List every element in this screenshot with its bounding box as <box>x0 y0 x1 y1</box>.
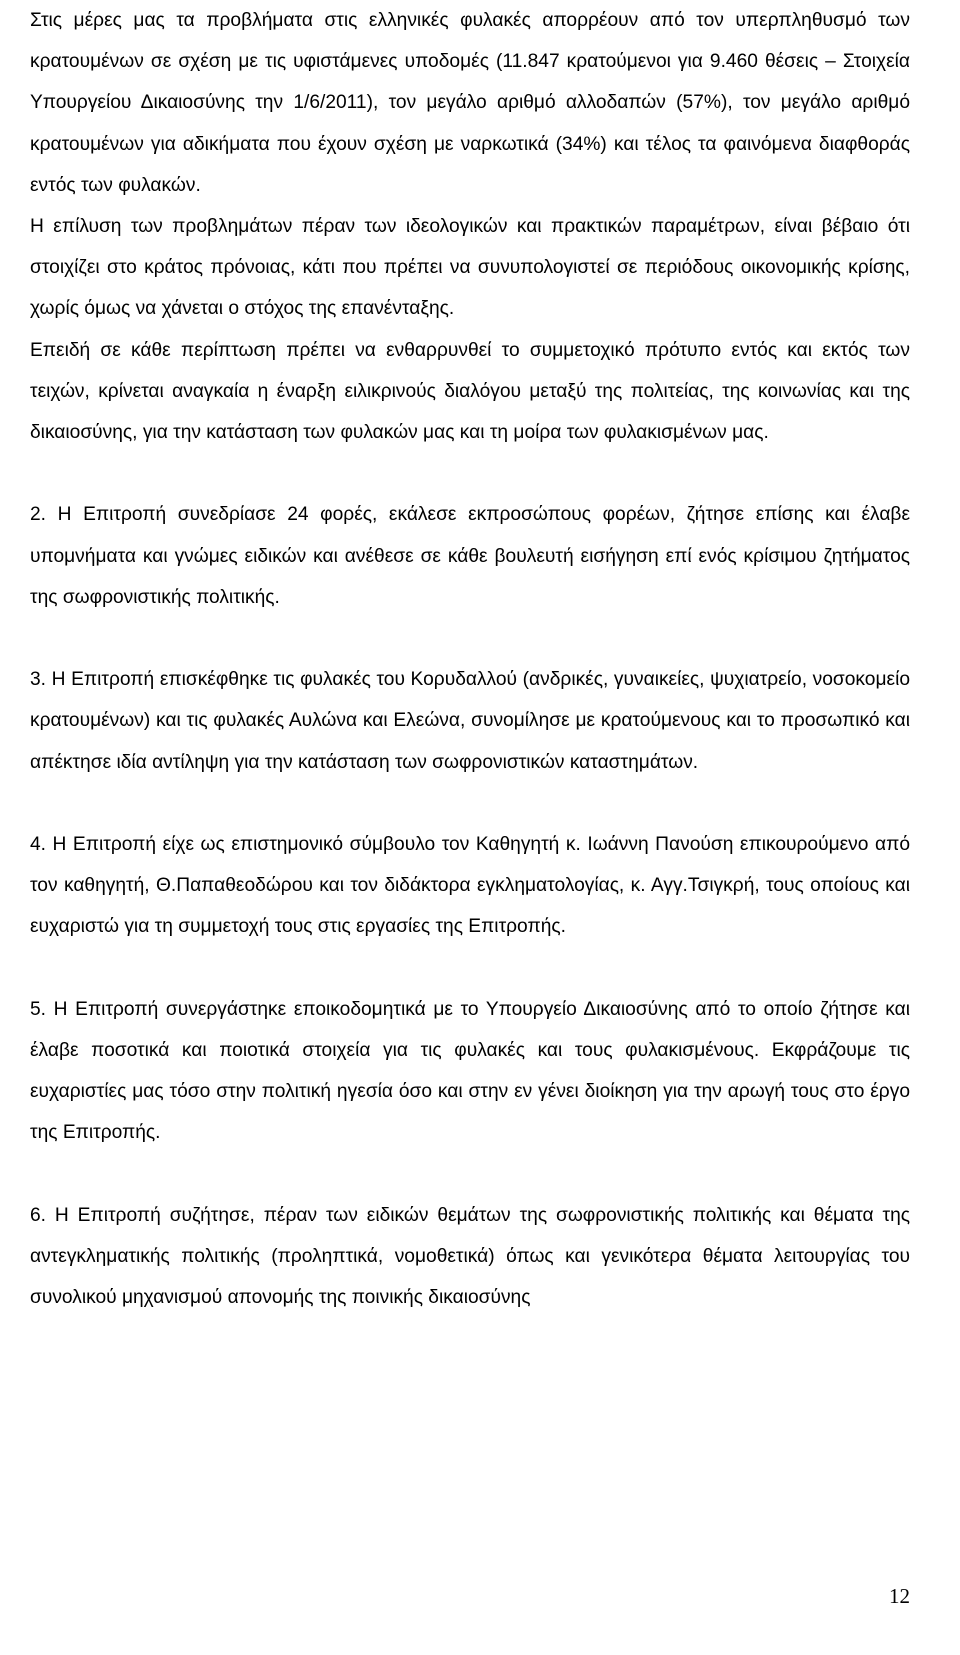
paragraph-resolution-cost: Η επίλυση των προβλημάτων πέραν των ιδεολογικών και πρακτικών παραμέτρων, είναι βέβαιο ότι στοιχίζει στο κράτος πρόνοιας, κάτι που πρέπει να συνυπολογιστεί σε περιόδους οικονομικής κρίσης, χωρίς όμως να χάνεται ο στόχος της επανένταξης. <box>30 216 910 320</box>
paragraph-item-6: 6. Η Επιτροπή συζήτησε, πέραν των ειδικών θεμάτων της σωφρονιστικής πολιτικής και θέματα της αντεγκληματικής πολιτικής (προληπτικά, νομοθετικά) όπως και γενικότερα θέματα λειτουργίας του συνολικού μηχανισμού απονομής της ποινικής δικαιοσύνης <box>30 1204 910 1309</box>
paragraph-prison-problems: Στις μέρες μας τα προβλήματα στις ελληνικές φυλακές απορρέουν από τον υπερπληθυσμό των κρατουμένων σε σχέση με τις υφιστάμενες υποδομές (11.847 κρατούμενοι για 9.460 θέσεις – Στοιχεία Υπουργείου Δικαιοσύνης την 1/6/2011), τον μεγάλο αριθμό αλλοδαπών (57%), τον μεγάλο αριθμό κρατουμένων για αδικήματα που έχουν σχέση με ναρκωτικά (34%) και τέλος τα φαινόμενα διαφθοράς εντός των φυλακών. <box>30 10 910 196</box>
paragraph-spacer <box>30 1154 910 1195</box>
document-page <box>30 0 910 1318</box>
paragraph-item-4: 4. Η Επιτροπή είχε ως επιστημονικό σύμβουλο τον Καθηγητή κ. Ιωάννη Πανούση επικουρούμενο από τον καθηγητή, Θ.Παπαθεοδώρου και τον διδάκτορα εγκληματολογίας, κ. Αγγ.Τσιγκρή, τους οποίους και ευχαριστώ για τη συμμετοχή τους στις εργασίες της Επιτροπής. <box>30 834 910 938</box>
paragraph-spacer <box>30 618 910 659</box>
paragraph-spacer <box>30 948 910 989</box>
paragraph-item-5: 5. Η Επιτροπή συνεργάστηκε εποικοδομητικά με το Υπουργείο Δικαιοσύνης από το οποίο ζήτησε και έλαβε ποσοτικά και ποιοτικά στοιχεία για τις φυλακές και τους φυλακισμένους. Εκφράζουμε τις ευχαριστίες μας τόσο στην πολιτική ηγεσία όσο και στην εν γένει διοίκηση για την αρωγή τους στο έργο της Επιτροπής. <box>30 998 910 1144</box>
paragraph-item-2: 2. Η Επιτροπή συνεδρίασε 24 φορές, εκάλεσε εκπροσώπους φορέων, ζήτησε επίσης και έλαβε υπομνήματα και γνώμες ειδικών και ανέθεσε σε κάθε βουλευτή εισήγηση επί ενός κρίσιμου ζητήματος της σωφρονιστικής πολιτικής. <box>30 504 910 608</box>
page-number: 12 <box>889 1584 910 1608</box>
paragraph-spacer <box>30 783 910 824</box>
paragraph-spacer <box>30 453 910 494</box>
paragraph-item-3: 3. Η Επιτροπή επισκέφθηκε τις φυλακές του Κορυδαλλού (ανδρικές, γυναικείες, ψυχιατρείο, νοσοκομείο κρατουμένων) και τις φυλακές Αυλώνα και Ελεώνα, συνομίλησε με κρατούμενους και το προσωπικό και απέκτησε ιδία αντίληψη για την κατάσταση των σωφρονιστικών καταστημάτων. <box>30 669 910 773</box>
paragraph-dialogue: Επειδή σε κάθε περίπτωση πρέπει να ενθαρρυνθεί το συμμετοχικό πρότυπο εντός και εκτός των τειχών, κρίνεται αναγκαία η έναρξη ειλικρινούς διαλόγου μεταξύ της πολιτείας, της κοινωνίας και της δικαιοσύνης, για την κατάσταση των φυλακών μας και τη μοίρα των φυλακισμένων μας. <box>30 339 910 444</box>
